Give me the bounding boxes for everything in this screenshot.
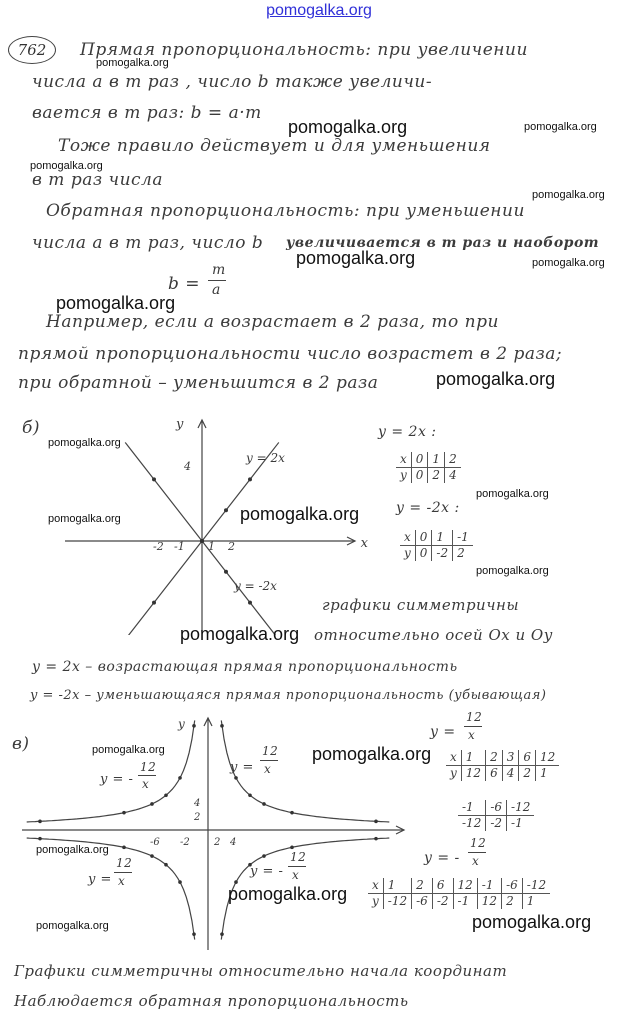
graph2-label-neg-right-num: 12 <box>290 850 307 864</box>
watermark: pomogalka.org <box>312 744 432 764</box>
graph2-axis-y-label: y <box>178 717 185 731</box>
watermark: pomogalka.org <box>476 565 549 577</box>
conclusion-line-1: Графики симметричны относительно начала координат <box>14 962 508 980</box>
graph2-point-pos-11 <box>38 837 42 841</box>
table-m12x-title-den: x <box>472 854 480 868</box>
graph1-label-pos: y = 2x <box>246 451 285 465</box>
graph1-point-neg-2 <box>224 570 228 574</box>
graph2-tick-x-2: 2 <box>214 837 221 848</box>
table-12x-title-num: 12 <box>466 710 483 724</box>
graph1-tick-y-4: 4 <box>184 460 191 473</box>
watermark: pomogalka.org <box>92 744 165 756</box>
table-12x-negative: -1 -6 -12 -12 -2 -1 <box>458 800 534 831</box>
watermark: pomogalka.org <box>240 504 360 524</box>
watermark: pomogalka.org <box>56 293 176 313</box>
graph2-point-neg-8 <box>164 793 168 797</box>
table-m12x: x 1 2 6 12 -1 -6 -12 y -12 -6 -2 -1 12 2 1 <box>368 878 550 909</box>
watermark: pomogalka.org <box>48 437 121 449</box>
graph2-point-neg-4 <box>290 846 294 850</box>
text-line-6: Обратная пропорциональность: при уменьшении <box>46 201 525 221</box>
table-12x-title-bar <box>464 726 482 727</box>
graph2-tick-y-2: 2 <box>194 812 201 823</box>
graph2-label-pos-left-bar <box>114 872 132 873</box>
problem-number: 762 <box>8 36 56 64</box>
watermark: pomogalka.org <box>524 121 597 133</box>
graph2-label-neg-left: y = - <box>100 772 134 787</box>
graph2-point-pos-4 <box>290 811 294 815</box>
graph1-label-neg: y = -2x <box>234 579 277 593</box>
graph1-tick-x-m2: -2 <box>153 540 164 553</box>
graph2-label-pos-right-den: x <box>264 762 272 776</box>
watermark: pomogalka.org <box>180 624 300 644</box>
table-12x-title: y = <box>430 724 456 740</box>
graph1-point-pos-2 <box>224 508 228 512</box>
graph2-point-neg-5 <box>374 837 378 841</box>
watermark: pomogalka.org <box>36 920 109 932</box>
part-b-label: б) <box>22 418 41 438</box>
watermark: pomogalka.org <box>96 57 169 69</box>
table-m2x-title: y = -2x : <box>396 500 460 516</box>
graph2-label-neg-left-bar <box>138 775 156 776</box>
watermark: pomogalka.org <box>532 189 605 201</box>
formula-numerator: m <box>212 262 226 278</box>
table-m12x-title-num: 12 <box>470 836 487 850</box>
table-12x: x 1 2 3 6 12 y 12 6 4 2 1 <box>446 750 559 781</box>
text-line-5: в m раз числа <box>32 170 164 190</box>
graph2-point-neg-11 <box>38 820 42 824</box>
graph2-point-pos-2 <box>248 793 252 797</box>
graph2-label-neg-right-bar <box>288 866 306 867</box>
graph2-point-neg-10 <box>122 811 126 815</box>
table-2x: x 0 1 2 y 0 2 4 <box>396 452 461 483</box>
graph2-point-pos-1 <box>234 776 238 780</box>
formula-b: b = <box>168 274 201 294</box>
graph2-point-neg-7 <box>178 776 182 780</box>
watermark: pomogalka.org <box>288 117 408 137</box>
watermark: pomogalka.org <box>532 257 605 269</box>
graph2-label-pos-right: y = <box>230 760 254 775</box>
text-line-2: числа a в m раз , число b также увеличи- <box>32 72 433 92</box>
text-line-3: вается в m раз: b = a·m <box>32 103 262 123</box>
formula-denominator: a <box>212 282 221 298</box>
table-m12x-title-bar <box>468 852 486 853</box>
graph2-tick-x-4: 4 <box>230 837 237 848</box>
symmetry-text-2: относительно осей Ox и Oy <box>314 626 553 644</box>
text-line-11: при обратной – уменьшится в 2 раза <box>18 373 379 393</box>
symmetry-text-1: графики симметричны <box>322 596 520 614</box>
graph1-tick-x-2: 2 <box>228 540 235 553</box>
formula-fraction-bar <box>208 280 226 281</box>
watermark: pomogalka.org <box>36 844 109 856</box>
text-line-10: прямой пропорциональности число возрастет в 2 раза; <box>18 344 563 364</box>
desc-line-1: y = 2x – возрастающая прямая пропорциональность <box>32 659 458 675</box>
graph2-tick-x-m2: -2 <box>180 837 190 848</box>
graph2-point-pos-0 <box>220 724 224 728</box>
graph1-axis-x-label: x <box>360 536 368 551</box>
desc-line-2: y = -2x – уменьшающаяся прямая пропорциональность (убывающая) <box>30 688 547 703</box>
graph2-point-pos-9 <box>150 854 154 858</box>
graph1-point-neg-1 <box>200 539 204 543</box>
watermark: pomogalka.org <box>48 513 121 525</box>
graph1-tick-x-m1: -1 <box>174 540 185 553</box>
graph2-point-neg-0 <box>220 932 224 936</box>
graph2-label-pos-right-bar <box>260 760 278 761</box>
graph1-point-pos-3 <box>248 477 252 481</box>
graph2-point-pos-8 <box>164 863 168 867</box>
watermark: pomogalka.org <box>436 369 556 389</box>
text-line-9: Например, если a возрастает в 2 раза, то при <box>46 312 499 332</box>
watermark: pomogalka.org <box>228 884 348 904</box>
graph2-tick-x-m6: -6 <box>150 837 160 848</box>
graph2-tick-y-4: 4 <box>194 798 201 809</box>
graph1-point-neg-3 <box>248 601 252 605</box>
text-line-7a: числа a в m раз, число b <box>32 233 264 253</box>
graph2-point-pos-7 <box>178 880 182 884</box>
part-v-label: в) <box>12 734 30 754</box>
watermark: pomogalka.org <box>296 248 416 268</box>
text-line-4: Тоже правило действует и для уменьшения <box>58 136 491 156</box>
graph2-point-pos-3 <box>262 802 266 806</box>
graph2-label-neg-left-den: x <box>142 777 150 791</box>
graph2-point-pos-5 <box>374 820 378 824</box>
graph1-point-neg-0 <box>152 477 156 481</box>
text-line-7b: увеличивается в m раз и наоборот <box>286 235 600 251</box>
table-12x-title-den: x <box>468 728 476 742</box>
graph2-label-neg-left-num: 12 <box>140 760 157 774</box>
watermark: pomogalka.org <box>476 488 549 500</box>
watermark: pomogalka.org <box>472 912 592 932</box>
graph2-point-pos-10 <box>122 846 126 850</box>
graph2-label-pos-right-num: 12 <box>262 744 279 758</box>
site-header-link[interactable]: pomogalka.org <box>266 2 372 19</box>
text-line-1: Прямая пропорциональность: при увеличении <box>80 40 528 60</box>
graph2-label-pos-left-num: 12 <box>116 856 133 870</box>
conclusion-line-2: Наблюдается обратная пропорциональность <box>14 992 409 1010</box>
graph2-point-neg-9 <box>150 802 154 806</box>
table-m12x-title: y = - <box>424 850 460 866</box>
graph2-point-neg-6 <box>192 724 196 728</box>
graph2-point-pos-6 <box>192 932 196 936</box>
graph1-point-pos-0 <box>152 601 156 605</box>
graph2-label-neg-right: y = - <box>250 864 284 879</box>
graph2-point-neg-3 <box>262 854 266 858</box>
table-m2x: x 0 1 -1 y 0 -2 2 <box>400 530 473 561</box>
graph2-label-pos-left-den: x <box>118 874 126 888</box>
graph1-tick-x-1: 1 <box>208 540 215 553</box>
table-2x-title: y = 2x : <box>378 424 437 440</box>
graph2-label-pos-left: y = <box>88 872 112 887</box>
watermark: pomogalka.org <box>30 160 103 172</box>
graph2-label-neg-right-den: x <box>292 868 300 882</box>
graph1-axis-y-label: y <box>176 417 184 432</box>
